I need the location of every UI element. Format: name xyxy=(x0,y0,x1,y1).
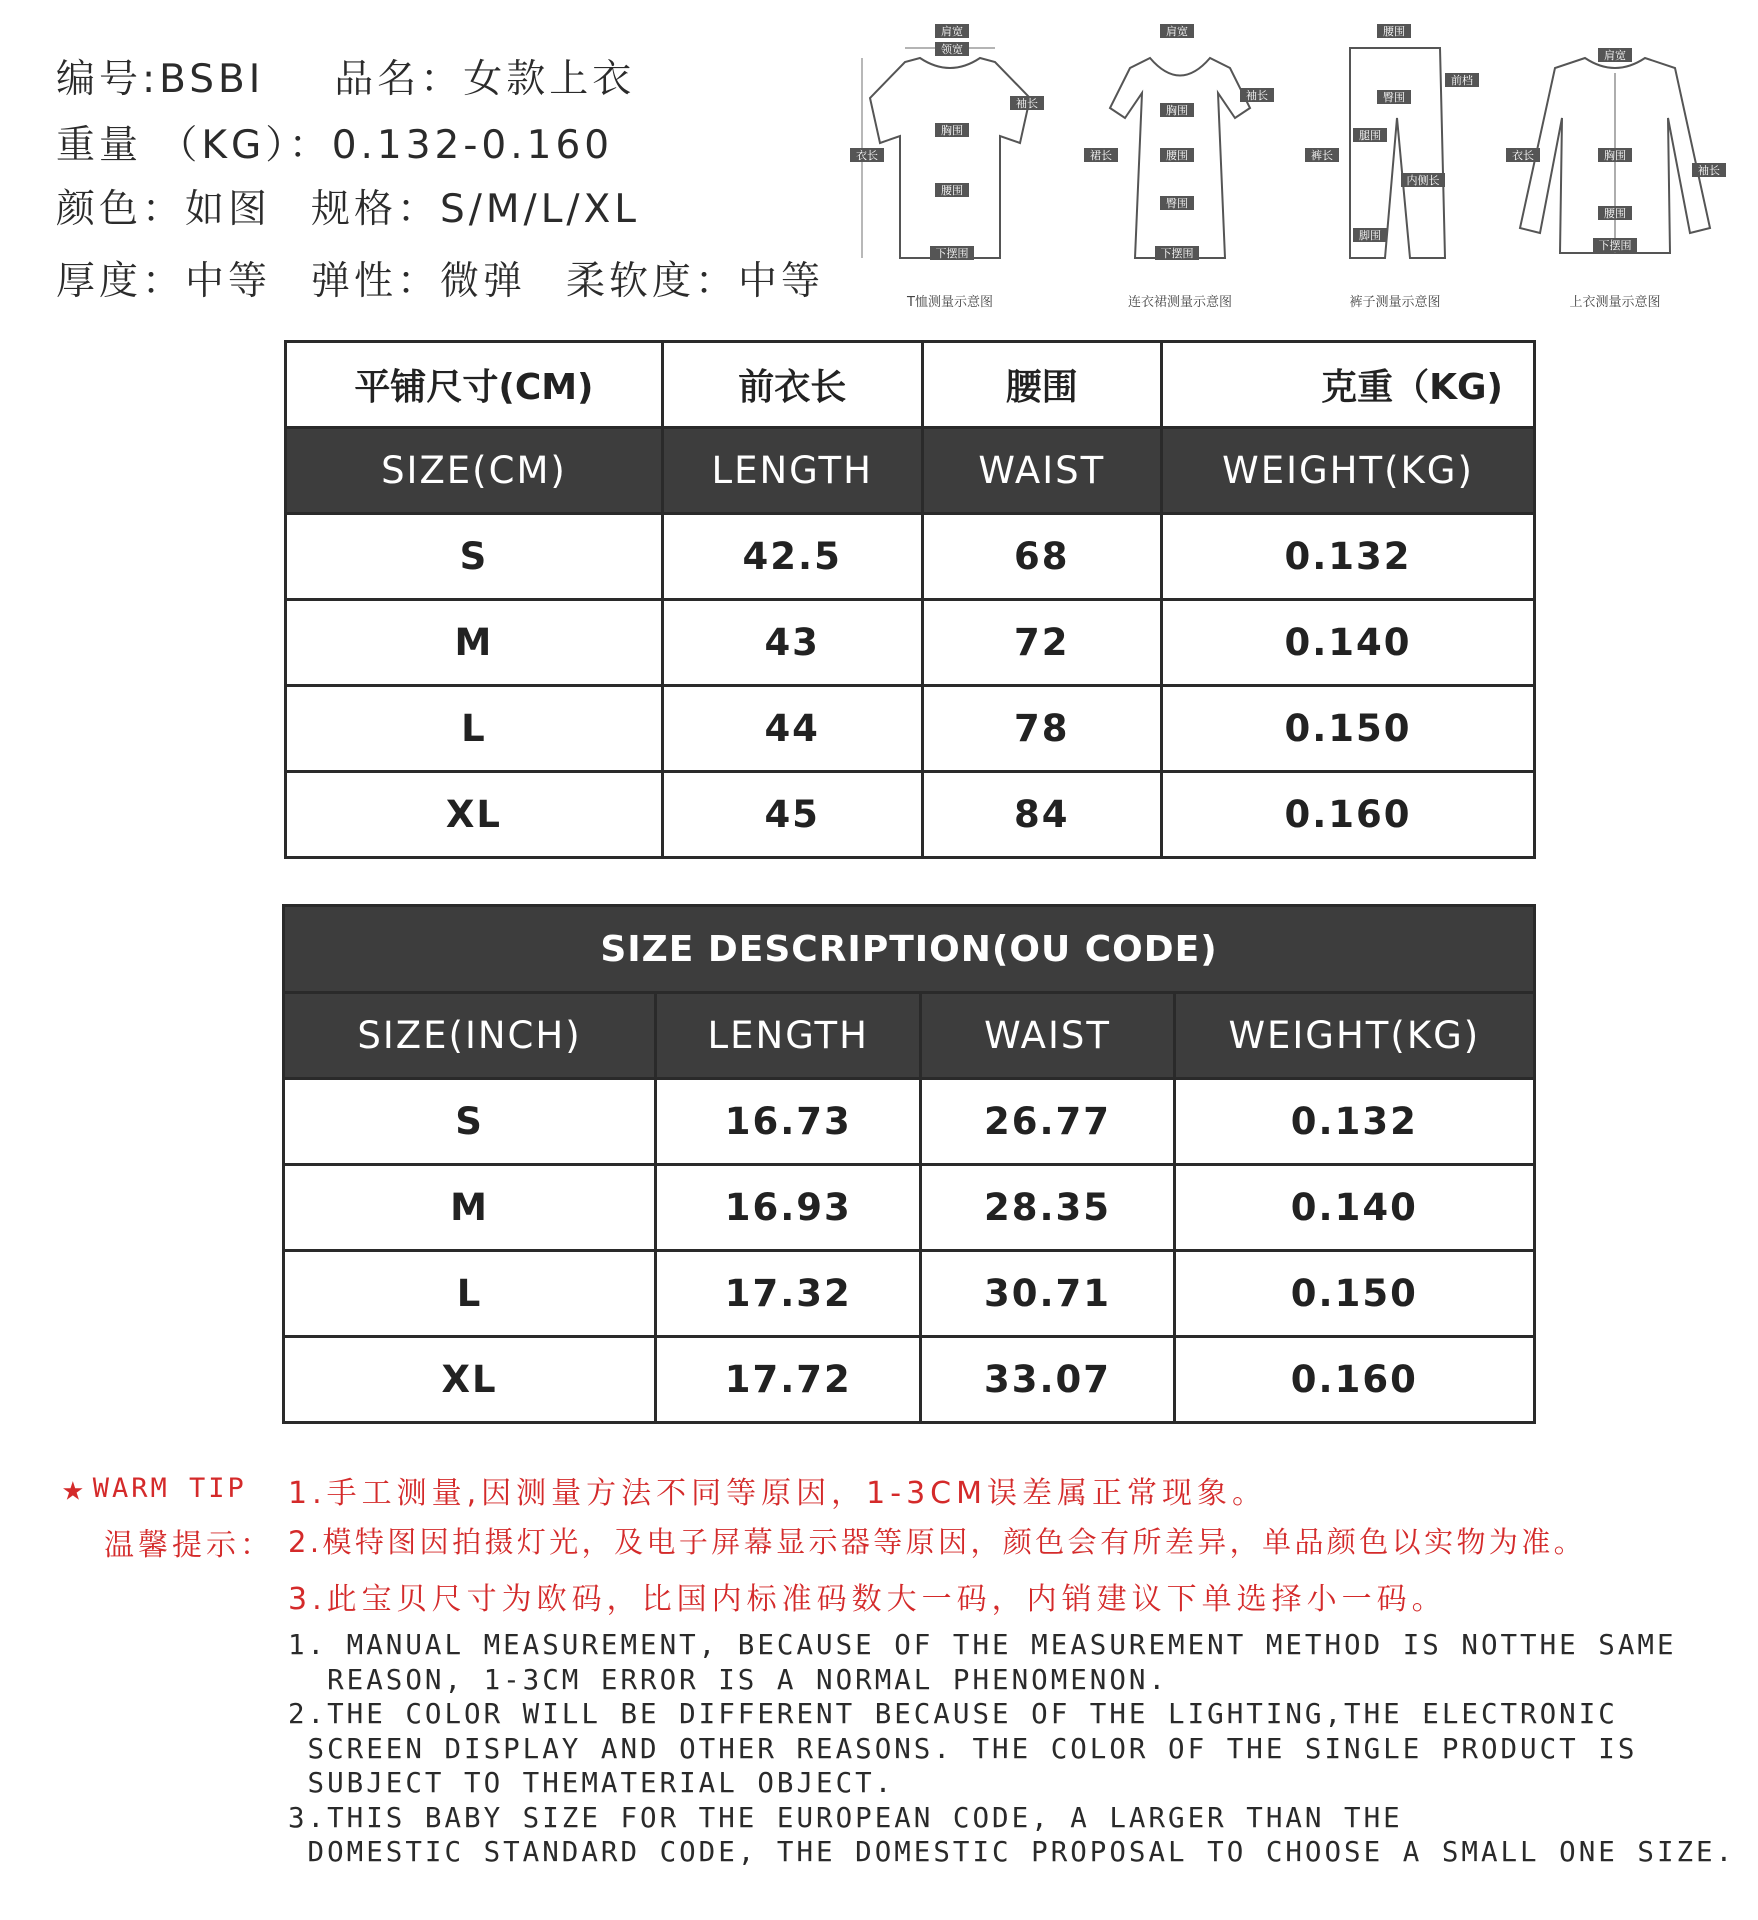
en-tip-line: DOMESTIC STANDARD CODE, THE DOMESTIC PROPOSAL TO CHOOSE A SMALL ONE SIZE. xyxy=(288,1836,1736,1868)
product-softness: 柔软度：中等 xyxy=(566,259,825,304)
en-tip-line: 2.THE COLOR WILL BE DIFFERENT BECAUSE OF THE LIGHTING,THE ELECTRONIC xyxy=(288,1698,1618,1730)
table-row xyxy=(286,514,1535,600)
info-line-3 xyxy=(56,178,640,234)
waist-cell: 68 xyxy=(922,514,1162,600)
diagram-tag: 领宽 xyxy=(941,43,963,56)
dress-icon xyxy=(1080,18,1280,288)
product-code: 编号:BSBI xyxy=(56,57,265,102)
weight-cell: 0.140 xyxy=(1174,1165,1534,1251)
diagram-tag: 胸围 xyxy=(1166,104,1188,117)
weight-cell: 0.160 xyxy=(1162,772,1535,858)
diagram-tag: 下摆围 xyxy=(935,247,969,260)
length-cell: 42.5 xyxy=(662,514,922,600)
header-cell: LENGTH xyxy=(656,993,921,1079)
en-tip-block xyxy=(288,1628,1735,1870)
header-cell: SIZE(INCH) xyxy=(284,993,656,1079)
product-elasticity: 弹性：微弹 xyxy=(311,259,527,304)
measurement-diagrams xyxy=(850,18,1750,318)
diagram-tag: 胸围 xyxy=(941,124,963,137)
en-tip-line: SCREEN DISPLAY AND OTHER REASONS. THE COLOR OF THE SINGLE PRODUCT IS xyxy=(288,1732,1638,1765)
size-cell: S xyxy=(284,1079,656,1165)
en-tip-line: SUBJECT TO THEMATERIAL OBJECT. xyxy=(288,1767,895,1799)
shirt-icon xyxy=(1500,18,1730,288)
length-cell: 16.93 xyxy=(656,1165,921,1251)
size-cell: XL xyxy=(284,1337,656,1423)
length-cell: 16.73 xyxy=(656,1079,921,1165)
table-row xyxy=(286,686,1535,772)
diagram-tag: 裤长 xyxy=(1311,149,1333,162)
product-weight: 重量 （KG）：0.132-0.160 xyxy=(56,123,614,168)
length-cell: 43 xyxy=(662,600,922,686)
diagram-tag: 前档 xyxy=(1451,74,1473,87)
pants-diagram xyxy=(1305,18,1485,318)
dress-diagram xyxy=(1080,18,1280,318)
diagram-tag: 下摆围 xyxy=(1160,247,1194,260)
cn-tip-line: 1.手工测量,因测量方法不同等原因，1-3CM误差属正常现象。 xyxy=(288,1476,1267,1511)
length-cell: 45 xyxy=(662,772,922,858)
diagram-caption: T恤测量示意图 xyxy=(907,295,993,310)
cn-header-cell: 克重（KG) xyxy=(1162,342,1535,428)
size-cell: L xyxy=(286,686,663,772)
star-icon: ★ xyxy=(62,1468,87,1509)
en-tip-line: REASON, 1-3CM ERROR IS A NORMAL PHENOMENON. xyxy=(288,1663,1169,1696)
diagram-tag: 腿围 xyxy=(1359,129,1381,142)
size-table-cm xyxy=(284,340,1536,859)
tshirt-diagram xyxy=(850,18,1050,318)
cn-header-cell: 腰围 xyxy=(922,342,1162,428)
cn-header-row xyxy=(286,342,1535,428)
cn-tip-line: 2.模特图因拍摄灯光，及电子屏幕显示器等原因，颜色会有所差异，单品颜色以实物为准。 xyxy=(288,1525,1587,1559)
weight-cell: 0.160 xyxy=(1174,1337,1534,1423)
diagram-tag: 下摆围 xyxy=(1598,239,1632,252)
product-color: 颜色：如图 xyxy=(56,187,272,232)
warm-tip-label-cn: 温馨提示： xyxy=(104,1528,274,1563)
cn-tip-line: 3.此宝贝尺寸为欧码，比国内标准码数大一码，内销建议下单选择小一码。 xyxy=(288,1582,1447,1617)
size-cell: XL xyxy=(286,772,663,858)
waist-cell: 72 xyxy=(922,600,1162,686)
table-title: SIZE DESCRIPTION(OU CODE) xyxy=(284,906,1535,993)
info-line-4 xyxy=(56,250,824,306)
size-cell: S xyxy=(286,514,663,600)
diagram-caption: 裤子测量示意图 xyxy=(1349,295,1441,310)
waist-cell: 26.77 xyxy=(921,1079,1174,1165)
en-tip-line: 1. MANUAL MEASUREMENT, BECAUSE OF THE MEASUREMENT METHOD IS NOTTHE SAME xyxy=(288,1629,1677,1661)
en-header-row xyxy=(284,993,1535,1079)
diagram-tag: 内侧长 xyxy=(1406,174,1440,187)
diagram-tag: 肩宽 xyxy=(1604,49,1626,62)
diagram-tag: 腰围 xyxy=(1166,149,1188,162)
header-cell: LENGTH xyxy=(662,428,922,514)
shirt-diagram xyxy=(1500,18,1730,318)
table-row xyxy=(284,1251,1535,1337)
waist-cell: 78 xyxy=(922,686,1162,772)
weight-cell: 0.132 xyxy=(1162,514,1535,600)
diagram-tag: 腰围 xyxy=(1383,25,1405,38)
diagram-caption: 上衣测量示意图 xyxy=(1569,295,1661,310)
length-cell: 17.32 xyxy=(656,1251,921,1337)
weight-cell: 0.140 xyxy=(1162,600,1535,686)
size-cell: M xyxy=(284,1165,656,1251)
diagram-tag: 腰围 xyxy=(1604,207,1626,220)
cn-header-cell: 前衣长 xyxy=(662,342,922,428)
table-row xyxy=(286,600,1535,686)
weight-cell: 0.150 xyxy=(1162,686,1535,772)
diagram-tag: 臀围 xyxy=(1166,197,1188,210)
length-cell: 44 xyxy=(662,686,922,772)
diagram-caption: 连衣裙测量示意图 xyxy=(1127,295,1232,310)
size-cell: L xyxy=(284,1251,656,1337)
en-header-row xyxy=(286,428,1535,514)
diagram-tag: 肩宽 xyxy=(1166,25,1188,38)
warm-tip-label xyxy=(62,1468,247,1509)
size-table-inch xyxy=(282,904,1536,1424)
table-title-row xyxy=(284,906,1535,993)
length-cell: 17.72 xyxy=(656,1337,921,1423)
cn-header-cell: 平铺尺寸(CM) xyxy=(286,342,663,428)
diagram-tag: 袖长 xyxy=(1698,164,1720,177)
header-cell: SIZE(CM) xyxy=(286,428,663,514)
waist-cell: 28.35 xyxy=(921,1165,1174,1251)
info-line-1 xyxy=(56,48,635,104)
waist-cell: 84 xyxy=(922,772,1162,858)
size-cell: M xyxy=(286,600,663,686)
waist-cell: 33.07 xyxy=(921,1337,1174,1423)
header-cell: WAIST xyxy=(922,428,1162,514)
diagram-tag: 臀围 xyxy=(1383,91,1405,104)
weight-cell: 0.132 xyxy=(1174,1079,1534,1165)
diagram-tag: 胸围 xyxy=(1604,149,1626,162)
diagram-tag: 腰围 xyxy=(941,184,963,197)
product-thickness: 厚度：中等 xyxy=(56,259,272,304)
diagram-tag: 袖长 xyxy=(1246,89,1268,102)
weight-cell: 0.150 xyxy=(1174,1251,1534,1337)
diagram-tag: 裙长 xyxy=(1090,149,1112,162)
table-row xyxy=(284,1079,1535,1165)
header-cell: WEIGHT(KG) xyxy=(1174,993,1534,1079)
header-cell: WEIGHT(KG) xyxy=(1162,428,1535,514)
table-row xyxy=(284,1165,1535,1251)
diagram-tag: 脚围 xyxy=(1359,229,1381,242)
diagram-tag: 袖长 xyxy=(1016,97,1038,110)
header-cell: WAIST xyxy=(921,993,1174,1079)
en-tip-line: 3.THIS BABY SIZE FOR THE EUROPEAN CODE, A LARGER THAN THE xyxy=(288,1801,1403,1834)
table-row xyxy=(284,1337,1535,1423)
waist-cell: 30.71 xyxy=(921,1251,1174,1337)
tshirt-icon xyxy=(850,18,1050,288)
diagram-tag: 肩宽 xyxy=(941,25,963,38)
product-name: 品名：女款上衣 xyxy=(334,57,636,102)
warm-tip-label-text: WARM TIP xyxy=(92,1473,247,1504)
diagram-tag: 衣长 xyxy=(1512,149,1534,162)
table-row xyxy=(286,772,1535,858)
pants-icon xyxy=(1305,18,1485,288)
product-spec: 规格：S/M/L/XL xyxy=(311,187,641,232)
diagram-tag: 衣长 xyxy=(856,149,878,162)
